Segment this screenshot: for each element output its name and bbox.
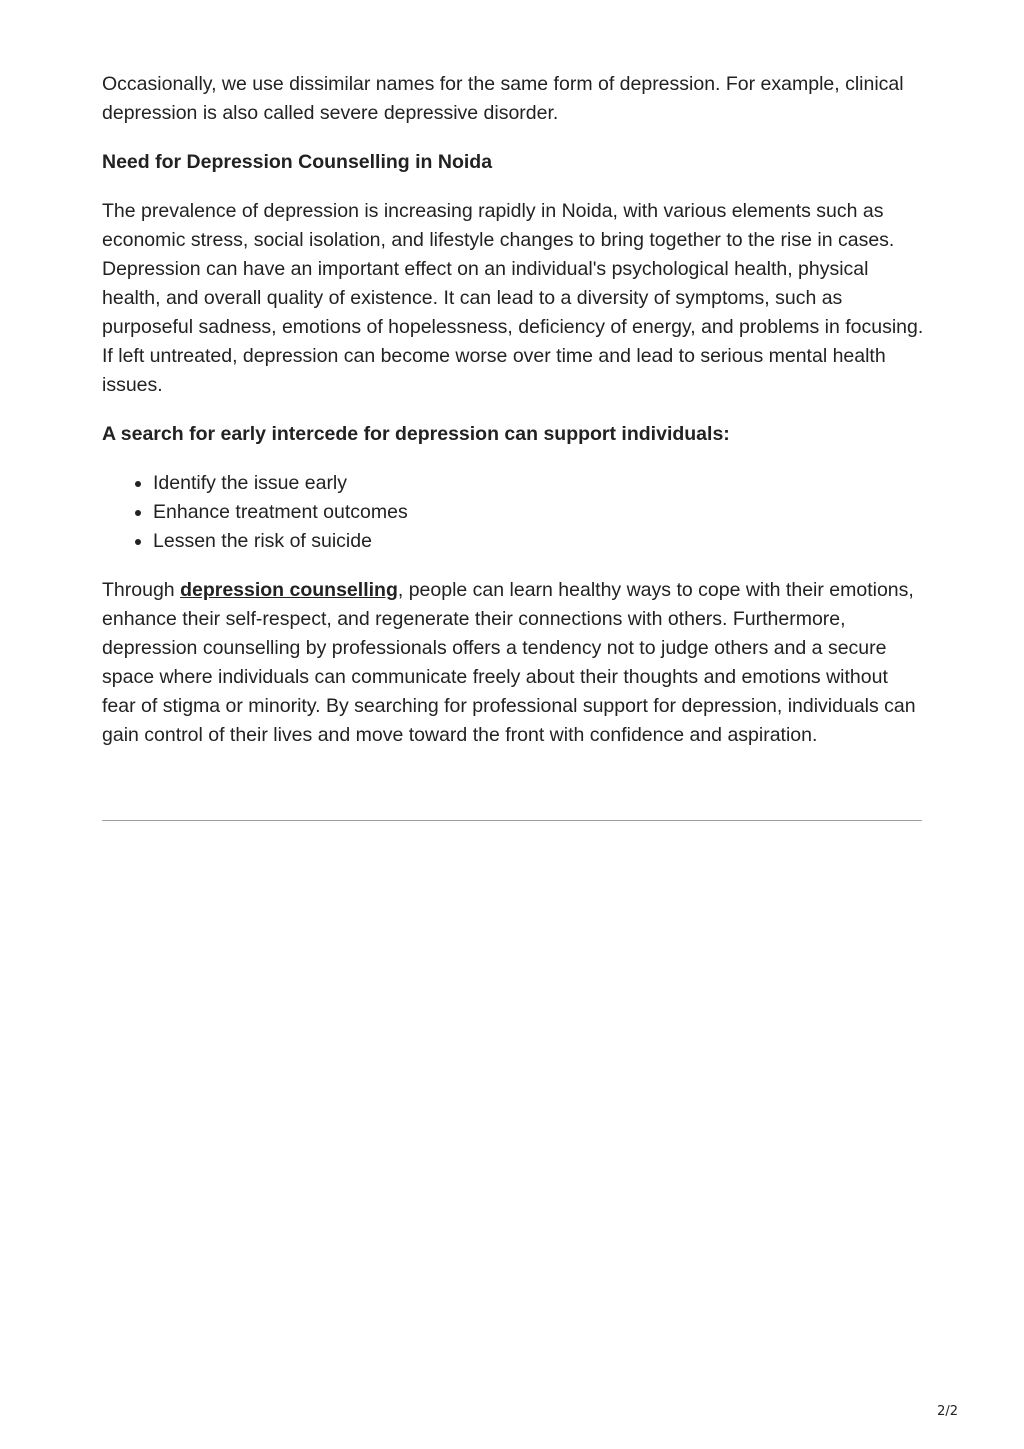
intro-paragraph: Occasionally, we use dissimilar names for the same form of depression. For example, clinical depression is also called severe depressive disorder. — [102, 73, 904, 124]
list-item: • Enhance treatment outcomes — [153, 498, 924, 527]
divider — [102, 820, 922, 821]
depression-counselling-link[interactable]: depression counselling — [180, 579, 398, 601]
list-item: • Lessen the risk of suicide — [153, 527, 924, 556]
bullet-list — [102, 469, 924, 556]
page-number: 2/2 — [937, 1404, 958, 1419]
closing-paragraph — [102, 576, 924, 750]
closing-prefix: Through — [102, 579, 181, 601]
prevalence-paragraph: The prevalence of depression is increasing rapidly in Noida, with various elements such as economic stress, social isolation, and lifestyle changes to bring together to the rise in cases. Depression can have an important effect on an individual's psychological health, physical health, and overall quality of existence. It can lead to a diversity of symptoms, such as purposeful sadness, emotions of hopelessness, deficiency of energy, and problems in focusing. If left untreated, depression can become worse over time and lead to serious mental health issues. — [102, 200, 924, 396]
support-heading: A search for early intercede for depression can support individuals: — [102, 423, 730, 445]
list-item: • Identify the issue early — [153, 469, 924, 498]
section-heading: Need for Depression Counselling in Noida — [102, 151, 493, 173]
article-body — [102, 70, 924, 770]
closing-suffix: , people can learn healthy ways to cope with their emotions, enhance their self-respect, and regenerate their connections with others. Furthermore, depression counselling by professionals offers a tendency not to judge others and a secure space where individuals can communicate freely about their thoughts and emotions without fear of stigma or minority. By searching for professional support for depression, individuals can gain control of their lives and move toward the front with confidence and aspiration. — [102, 579, 916, 746]
